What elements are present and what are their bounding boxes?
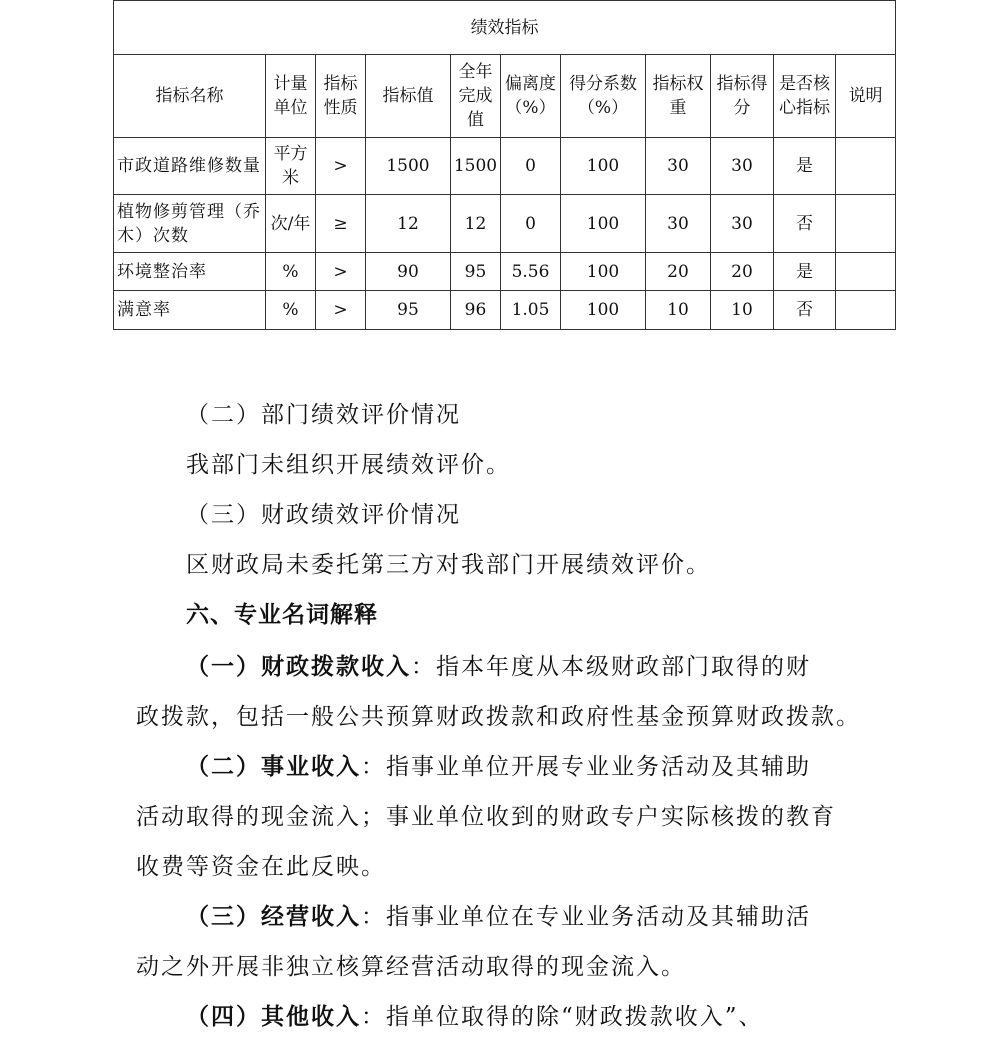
table-cell: ≥ (316, 195, 366, 253)
header-cell: 全年完成值 (451, 55, 501, 138)
table-cell: 10 (711, 291, 774, 330)
header-cell: 计量单位 (266, 55, 316, 138)
term-text: ：指事业单位在专业业务活动及其辅助活 (361, 904, 811, 930)
table-row (114, 195, 896, 253)
term-text: ：指事业单位开展专业业务活动及其辅助 (361, 754, 811, 780)
section-heading: （三）财政绩效评价情况 (186, 502, 461, 528)
table-cell: 是 (774, 253, 836, 291)
term-label: （一）财政拨款收入 (186, 653, 411, 680)
table-cell: 满意率 (114, 291, 266, 330)
table-cell: 0 (501, 195, 561, 253)
table-cell: > (316, 253, 366, 291)
table-cell: 1500 (366, 138, 451, 195)
table-row (114, 291, 896, 330)
table-cell (836, 138, 896, 195)
table-cell: 100 (561, 195, 646, 253)
table-cell: 1.05 (501, 291, 561, 330)
header-cell: 指标得分 (711, 55, 774, 138)
paragraph (186, 652, 811, 682)
term-text: ：指本年度从本级财政部门取得的财 (411, 654, 811, 680)
table-cell: > (316, 291, 366, 330)
table-cell: 环境整治率 (114, 253, 266, 291)
table-cell: 20 (646, 253, 711, 291)
table-cell: 100 (561, 291, 646, 330)
paragraph: 区财政局未委托第三方对我部门开展绩效评价。 (186, 552, 711, 578)
table-cell: 20 (711, 253, 774, 291)
paragraph-line: 活动取得的现金流入；事业单位收到的财政专户实际核拨的教育 (136, 804, 836, 830)
table-cell: % (266, 291, 316, 330)
table-cell: 90 (366, 253, 451, 291)
table-cell: % (266, 253, 316, 291)
header-cell: 指标性质 (316, 55, 366, 138)
table-cell: 0 (501, 138, 561, 195)
table-row (114, 253, 896, 291)
table-cell: 12 (366, 195, 451, 253)
table-cell: 市政道路维修数量 (114, 138, 266, 195)
table-header-row (114, 55, 896, 138)
table-cell: 1500 (451, 138, 501, 195)
table-cell: 30 (711, 138, 774, 195)
paragraph-line: 动之外开展非独立核算经营活动取得的现金流入。 (136, 954, 686, 980)
table-cell: 是 (774, 138, 836, 195)
table-cell: 100 (561, 253, 646, 291)
term-label: （四）其他收入 (186, 1003, 361, 1030)
paragraph (186, 902, 811, 932)
header-cell: 说明 (836, 55, 896, 138)
table-cell: 96 (451, 291, 501, 330)
term-label: （二）事业收入 (186, 753, 361, 780)
section-heading: （二）部门绩效评价情况 (186, 402, 461, 428)
table-cell: 平方米 (266, 138, 316, 195)
term-label: （三）经营收入 (186, 903, 361, 930)
table-cell (836, 291, 896, 330)
table-cell (836, 253, 896, 291)
header-cell: 得分系数（%） (561, 55, 646, 138)
table-cell: 否 (774, 195, 836, 253)
header-cell: 指标值 (366, 55, 451, 138)
term-text: ：指单位取得的除“财政拨款收入”、 (361, 1004, 764, 1030)
header-cell: 是否核心指标 (774, 55, 836, 138)
table-cell: 30 (711, 195, 774, 253)
performance-indicator-table (113, 0, 896, 330)
paragraph (186, 752, 811, 782)
table-cell: 12 (451, 195, 501, 253)
paragraph: 我部门未组织开展绩效评价。 (186, 452, 511, 478)
header-cell: 偏离度（%） (501, 55, 561, 138)
table-cell: 10 (646, 291, 711, 330)
table-cell: 30 (646, 195, 711, 253)
table-cell: > (316, 138, 366, 195)
table-cell: 植物修剪管理（乔木）次数 (114, 195, 266, 253)
table-row (114, 138, 896, 195)
table-cell (836, 195, 896, 253)
header-cell: 指标权重 (646, 55, 711, 138)
table-cell: 次/年 (266, 195, 316, 253)
table-cell: 30 (646, 138, 711, 195)
chapter-heading: 六、专业名词解释 (186, 602, 378, 628)
paragraph (186, 1002, 764, 1032)
paragraph-line: 收费等资金在此反映。 (136, 854, 386, 880)
header-cell: 指标名称 (114, 55, 266, 138)
table-cell: 95 (366, 291, 451, 330)
table-cell: 100 (561, 138, 646, 195)
paragraph-line: 政拨款，包括一般公共预算财政拨款和政府性基金预算财政拨款。 (136, 704, 861, 730)
table-title: 绩效指标 (114, 1, 896, 55)
table-cell: 95 (451, 253, 501, 291)
table-cell: 否 (774, 291, 836, 330)
table-cell: 5.56 (501, 253, 561, 291)
